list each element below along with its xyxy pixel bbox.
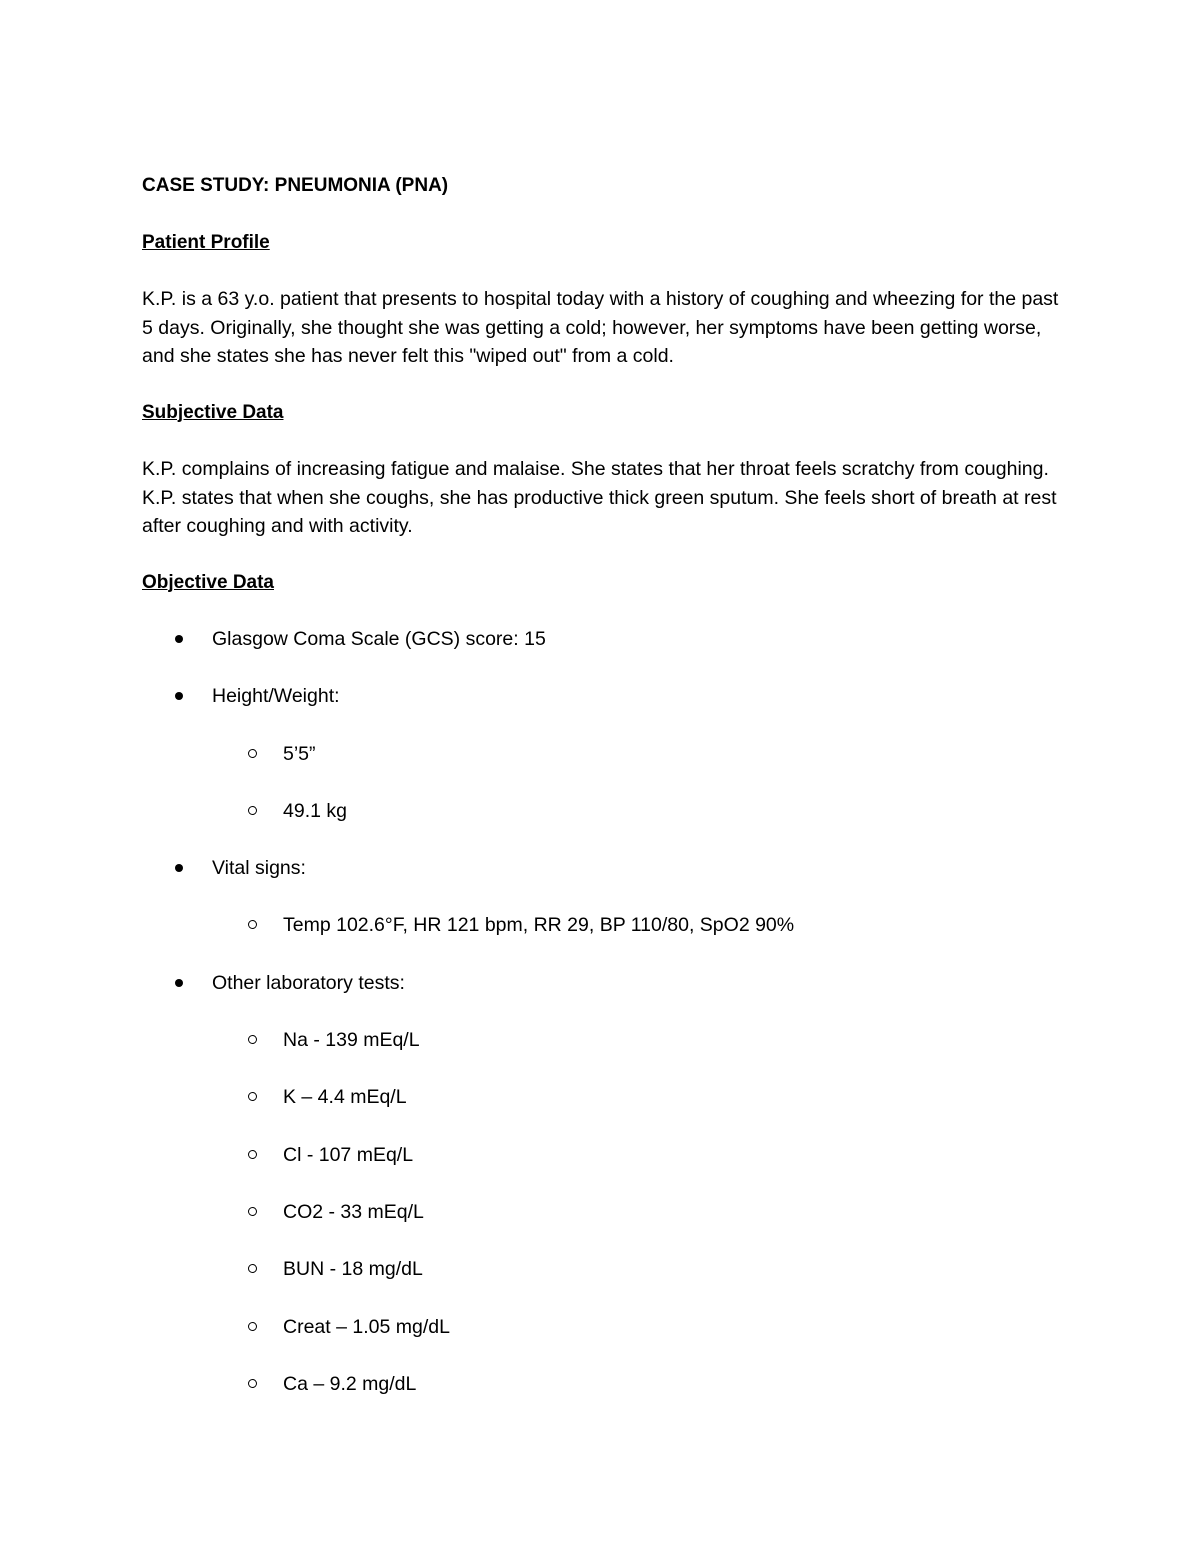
sub-bullet-circle-icon	[248, 1150, 257, 1159]
document-body	[142, 172, 1062, 1398]
sub-bullet-circle-icon	[248, 1264, 257, 1273]
patient-profile-text: K.P. is a 63 y.o. patient that presents to hospital today with a history of coughing and wheezing for the past 5 days. Originally, she thought she was getting a cold; however, her symptoms have been getting worse, and she states she has never felt this "wiped out" from a cold.	[142, 288, 1059, 367]
sub-bullet-circle-icon	[248, 1379, 257, 1388]
sub-bullet-circle-icon	[248, 1207, 257, 1216]
bullet-dot-icon	[175, 692, 183, 700]
vital-signs-values: Temp 102.6°F, HR 121 bpm, RR 29, BP 110/80, SpO2 90%	[283, 914, 795, 937]
sub-bullet-circle-icon	[248, 806, 257, 815]
document-title: CASE STUDY: PNEUMONIA (PNA)	[142, 175, 449, 196]
sub-bullet-circle-icon	[248, 1035, 257, 1044]
vital-signs-item	[142, 854, 1062, 883]
height-weight-item	[142, 682, 1062, 711]
objective-data-heading: Objective Data	[142, 571, 274, 593]
lab-value: Ca – 9.2 mg/dL	[283, 1372, 417, 1395]
lab-value: BUN - 18 mg/dL	[283, 1258, 423, 1281]
objective-data-list	[142, 625, 1062, 1398]
sub-bullet-circle-icon	[248, 1092, 257, 1101]
lab-item-bun	[142, 1255, 1062, 1284]
lab-value: Creat – 1.05 mg/dL	[283, 1315, 450, 1338]
lab-value: Na - 139 mEq/L	[283, 1029, 420, 1052]
vital-signs-values-item	[142, 911, 1062, 940]
height-value: 5’5”	[283, 742, 316, 765]
height-weight-label: Height/Weight:	[212, 685, 340, 708]
lab-value: Cl - 107 mEq/L	[283, 1143, 414, 1166]
lab-item-k	[142, 1083, 1062, 1112]
subjective-data-heading: Subjective Data	[142, 401, 284, 423]
gcs-item	[142, 625, 1062, 654]
lab-value: K – 4.4 mEq/L	[283, 1086, 407, 1109]
lab-item-creat	[142, 1313, 1062, 1342]
lab-item-ca	[142, 1370, 1062, 1399]
lab-item-na	[142, 1026, 1062, 1055]
sub-bullet-circle-icon	[248, 920, 257, 929]
weight-value: 49.1 kg	[283, 799, 347, 822]
bullet-dot-icon	[175, 635, 183, 643]
lab-tests-label: Other laboratory tests:	[212, 971, 405, 994]
subjective-data-text: K.P. complains of increasing fatigue and malaise. She states that her throat feels scratchy from coughing. K.P. states that when she coughs, she has productive thick green sputum. She feels short of breath at rest after coughing and with activity.	[142, 458, 1057, 537]
vital-signs-label: Vital signs:	[212, 857, 306, 880]
gcs-text: Glasgow Coma Scale (GCS) score: 15	[212, 628, 546, 650]
lab-item-cl	[142, 1141, 1062, 1170]
lab-item-co2	[142, 1198, 1062, 1227]
height-item	[142, 740, 1062, 769]
lab-tests-item	[142, 969, 1062, 998]
patient-profile-heading: Patient Profile	[142, 231, 270, 253]
sub-bullet-circle-icon	[248, 749, 257, 758]
lab-value: CO2 - 33 mEq/L	[283, 1200, 424, 1223]
weight-item	[142, 797, 1062, 826]
sub-bullet-circle-icon	[248, 1322, 257, 1331]
bullet-dot-icon	[175, 979, 183, 987]
bullet-dot-icon	[175, 864, 183, 872]
